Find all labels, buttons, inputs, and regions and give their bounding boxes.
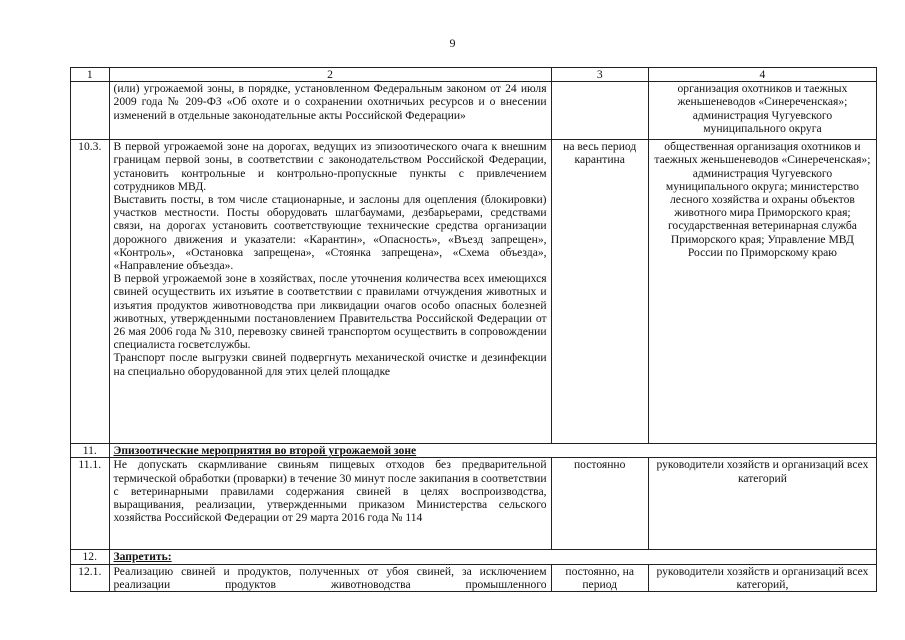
table-row — [71, 458, 877, 550]
section-title: Эпизоотические мероприятия во второй угрожаемой зоне — [109, 444, 876, 458]
responsible-cell: организация охотников и таежных женьшеневодов «Синереченская»; администрация Чугуевского муниципального округа — [648, 82, 876, 140]
term-cell: постоянно, на период — [551, 564, 648, 591]
term-cell: постоянно — [551, 458, 648, 550]
row-number: 11. — [71, 444, 110, 458]
header-col-1: 1 — [71, 68, 110, 82]
row-number: 12.1. — [71, 564, 110, 591]
row-number: 12. — [71, 550, 110, 564]
row-number: 11.1. — [71, 458, 110, 550]
page-number: 9 — [449, 36, 456, 50]
measures-table — [70, 67, 877, 592]
table-header-row — [71, 68, 877, 82]
section-title: Запретить: — [109, 550, 876, 564]
measure-paragraph: В первой угрожаемой зоне в хозяйствах, после уточнения количества всех имеющихся свиней осуществить их изъятие в соответствии с правилами отчуждения животных и изъятия продуктов животноводства при ликвидации очагов особо опасных болезней животных, утвержденными постановлением Правительства Российской Федерации от 26 мая 2006 года № 310, перевозку свиней транспортом осуществить в сопровождении специалиста госветслужбы. — [113, 272, 547, 352]
measure-paragraph: В первой угрожаемой зоне на дорогах, ведущих из эпизоотического очага к внешним границам первой зоны, в соответствии с законодательством Российской Федерации, установить контрольные и контрольно-пропускные пункты с привлечением сотрудников МВД. — [113, 140, 547, 193]
section-row — [71, 550, 877, 564]
measure-text — [109, 140, 551, 444]
header-col-4: 4 — [648, 68, 876, 82]
table-row — [71, 82, 877, 140]
measure-paragraph: Выставить посты, в том числе стационарные, и заслоны для оцепления (блокировки) участков местности. Посты оборудовать шлагбаумами, дезбарьерами, средствами связи, на дорогах установить соответствующие технические средства организации дорожного движения и указатели: «Карантин», «Опасность», «Въезд запрещен», «Контроль», «Остановка запрещена», «Стоянка запрещена», «Схема объезда», «Направление объезда». — [113, 193, 547, 273]
section-row — [71, 444, 877, 458]
term-cell — [551, 82, 648, 140]
header-col-2: 2 — [109, 68, 551, 82]
responsible-cell: общественная организация охотников и таежных женьшеневодов «Синереченская»; администрация Чугуевского муниципального округа; министерство лесного хозяйства и охраны объектов животного мира Приморского края; государственная ветеринарная служба Приморского края; Управление МВД России по Приморскому краю — [648, 140, 876, 444]
term-cell: на весь период карантина — [551, 140, 648, 444]
measure-text — [109, 458, 551, 550]
measure-paragraph: (или) угрожаемой зоны, в порядке, установленном Федеральным законом от 24 июля 2009 года № 209-ФЗ «Об охоте и о сохранении охотничьих ресурсов и о внесении изменений в отдельные законодательные акты Российской Федерации» — [113, 82, 547, 122]
measure-paragraph: Не допускать скармливание свиньям пищевых отходов без предварительной термической обработки (проварки) в течение 30 минут после закипания в соответствии с ветеринарными правилами содержания свиней в целях воспроизводства, выращивания, реализации, утвержденными приказом Министерства сельского хозяйства Российской Федерации от 29 марта 2016 года № 114 — [113, 458, 547, 525]
responsible-cell: руководители хозяйств и организаций всех категорий, — [648, 564, 876, 591]
row-number — [71, 82, 110, 140]
header-col-3: 3 — [551, 68, 648, 82]
measure-text — [109, 564, 551, 591]
responsible-cell: руководители хозяйств и организаций всех категорий — [648, 458, 876, 550]
measure-paragraph: Транспорт после выгрузки свиней подвергнуть механической очистке и дезинфекции на специально оборудованной для этих целей площадке — [113, 351, 547, 378]
table-row — [71, 140, 877, 444]
row-number: 10.3. — [71, 140, 110, 444]
table-row — [71, 564, 877, 591]
measure-text — [109, 82, 551, 140]
measure-paragraph: Реализацию свиней и продуктов, полученных от убоя свиней, за исключением реализации продуктов животноводства промышленного — [113, 564, 547, 591]
